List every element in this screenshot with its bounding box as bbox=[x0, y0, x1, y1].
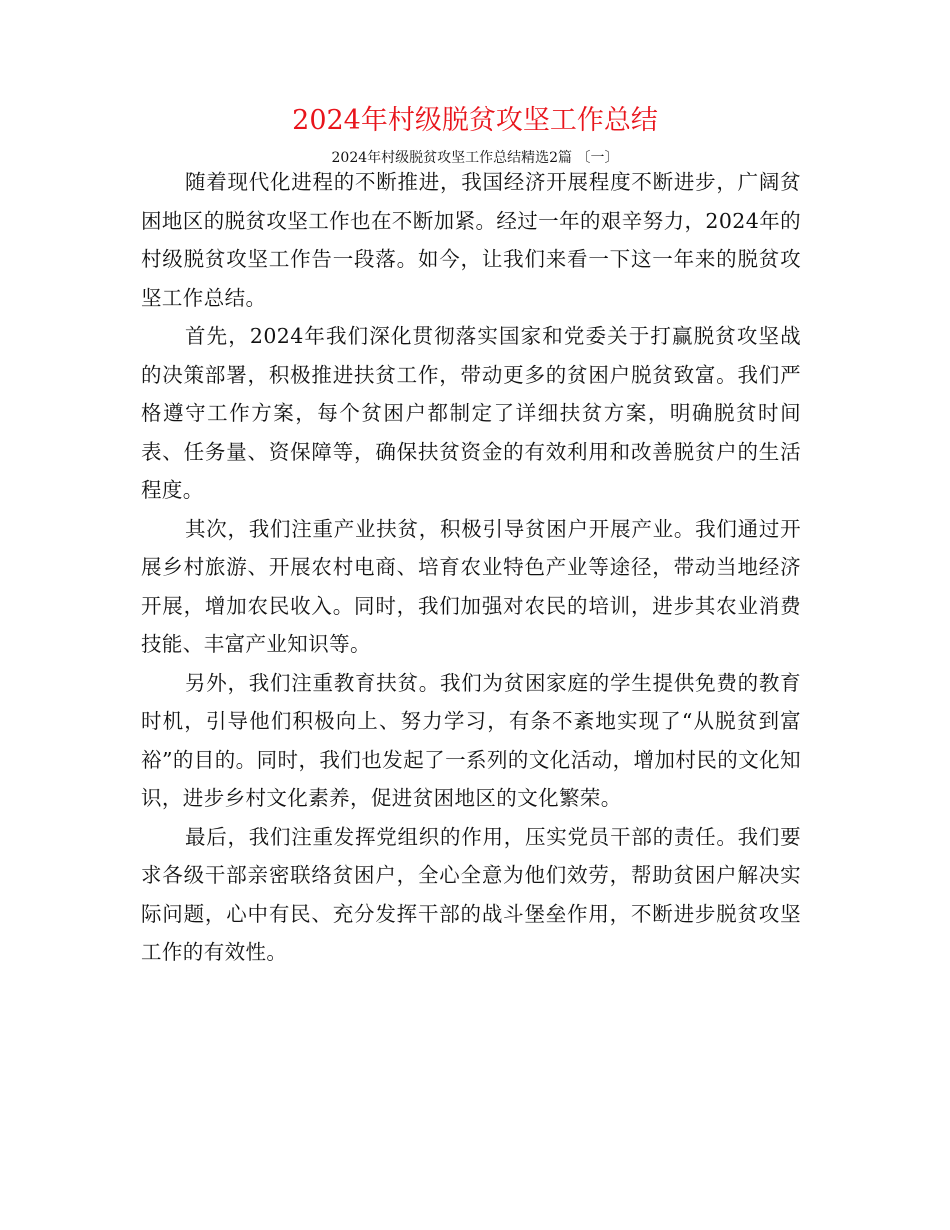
paragraph-final: 最后，我们注重发挥党组织的作用，压实党员干部的责任。我们要求各级干部亲密联络贫困户，全心全意为他们效劳，帮助贫困户解决实际问题，心中有民、充分发挥干部的战斗堡垒作用，不断进步脱贫攻坚工作的有效性。 bbox=[141, 824, 801, 964]
paragraph-intro: 随着现代化进程的不断推进，我国经济开展程度不断进步，广阔贫困地区的脱贫攻坚工作也在不断加紧。经过一年的艰辛努力，2024年的村级脱贫攻坚工作告一段落。如今，让我们来看一下这一年来的脱贫攻坚工作总结。 bbox=[141, 170, 801, 310]
document-body bbox=[141, 163, 801, 972]
paragraph-third: 另外，我们注重教育扶贫。我们为贫困家庭的学生提供免费的教育时机，引导他们积极向上、努力学习，有条不紊地实现了“从脱贫到富裕”的目的。同时，我们也发起了一系列的文化活动，增加村民的文化知识，进步乡村文化素养，促进贫困地区的文化繁荣。 bbox=[141, 670, 801, 810]
document-subtitle: 2024年村级脱贫攻坚工作总结精选2篇 〔一〕 bbox=[331, 150, 619, 166]
document-title: 2024年村级脱贫攻坚工作总结 bbox=[292, 105, 658, 136]
paragraph-second: 其次，我们注重产业扶贫，积极引导贫困户开展产业。我们通过开展乡村旅游、开展农村电商、培育农业特色产业等途径，带动当地经济开展，增加农民收入。同时，我们加强对农民的培训，进步其农业消费技能、丰富产业知识等。 bbox=[141, 516, 801, 656]
paragraph-first: 首先，2024年我们深化贯彻落实国家和党委关于打赢脱贫攻坚战的决策部署，积极推进扶贫工作，带动更多的贫困户脱贫致富。我们严格遵守工作方案，每个贫困户都制定了详细扶贫方案，明确脱贫时间表、任务量、资保障等，确保扶贫资金的有效利用和改善脱贫户的生活程度。 bbox=[141, 324, 801, 502]
